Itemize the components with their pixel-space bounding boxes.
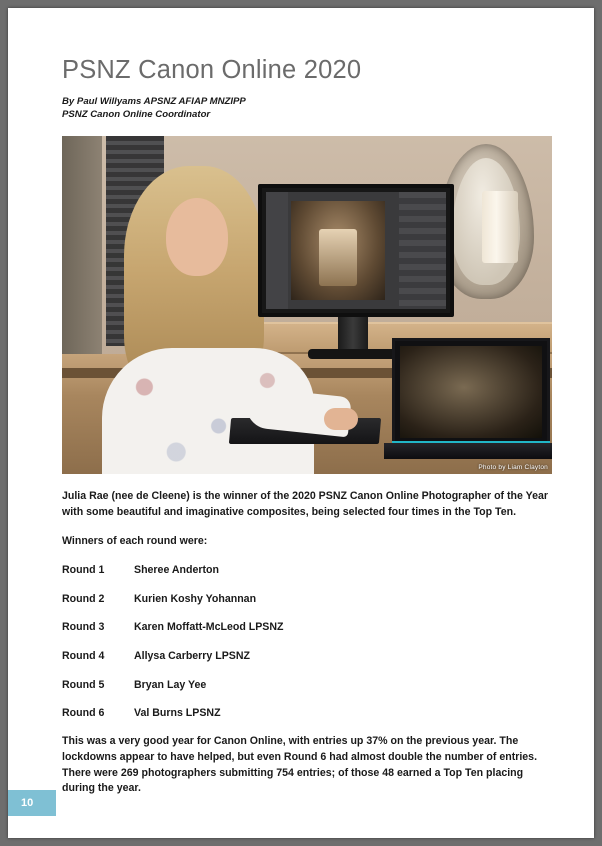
photo-editor-left-panel <box>266 192 288 309</box>
photo-person-face <box>166 198 228 276</box>
photo-laptop <box>392 338 550 446</box>
round-label: Round 1 <box>62 564 105 577</box>
round-winner: Karen Moffatt-McLeod LPSNZ <box>134 621 284 634</box>
round-winner: Allysa Carberry LPSNZ <box>134 649 250 662</box>
intro-paragraph: Julia Rae (nee de Cleene) is the winner of the 2020 PSNZ Canon Online Photographer of the Year with some beautiful and imaginative composites, being selected four times in the Top Ten. <box>62 489 549 519</box>
round-row <box>62 705 552 721</box>
round-row <box>62 648 552 664</box>
article-body <box>62 488 552 797</box>
photo-monitor-screen <box>266 192 446 309</box>
byline <box>62 96 552 122</box>
byline-author: By Paul Willyams APSNZ AFIAP MNZIPP <box>62 96 246 108</box>
round-label: Round 3 <box>62 621 105 634</box>
photo-candle <box>482 191 518 263</box>
document-page <box>8 8 594 838</box>
page-title: PSNZ Canon Online 2020 <box>62 56 362 84</box>
article-photo <box>62 136 552 474</box>
photo-credit: Photo by Liam Clayton <box>478 463 548 471</box>
page-number-tab: 10 <box>8 790 56 816</box>
round-winner: Kurien Koshy Yohannan <box>134 592 257 605</box>
round-label: Round 5 <box>62 678 105 691</box>
byline-role: PSNZ Canon Online Coordinator <box>62 108 211 120</box>
round-row <box>62 591 552 607</box>
photo-laptop-screen <box>400 346 542 438</box>
photo-laptop-base <box>384 443 552 459</box>
round-row <box>62 562 552 578</box>
closing-paragraph: This was a very good year for Canon Online, with entries up 37% on the previous year. The lockdowns appear to have helped, but even Round 6 had almost double the number of entries. There were 269 photographers submitting 754 entries; of those 48 earned a Top Ten placing during the year. <box>62 734 538 795</box>
round-winner: Sheree Anderton <box>134 564 219 577</box>
photo-monitor <box>258 184 454 317</box>
round-winner: Val Burns LPSNZ <box>134 707 221 720</box>
round-label: Round 6 <box>62 707 105 720</box>
round-label: Round 4 <box>62 649 105 662</box>
round-label: Round 2 <box>62 592 105 605</box>
rounds-heading: Winners of each round were: <box>62 535 208 548</box>
photo-monitor-base <box>308 349 400 359</box>
round-row <box>62 677 552 693</box>
round-winner: Bryan Lay Yee <box>134 678 207 691</box>
photo-monitor-stand <box>338 317 368 351</box>
closing-block <box>62 734 552 798</box>
round-row <box>62 619 552 635</box>
photo-person-hand <box>324 408 358 430</box>
photo-editor-right-panel <box>399 192 446 309</box>
article-content <box>62 56 552 797</box>
photo-editor-canvas <box>291 201 385 299</box>
